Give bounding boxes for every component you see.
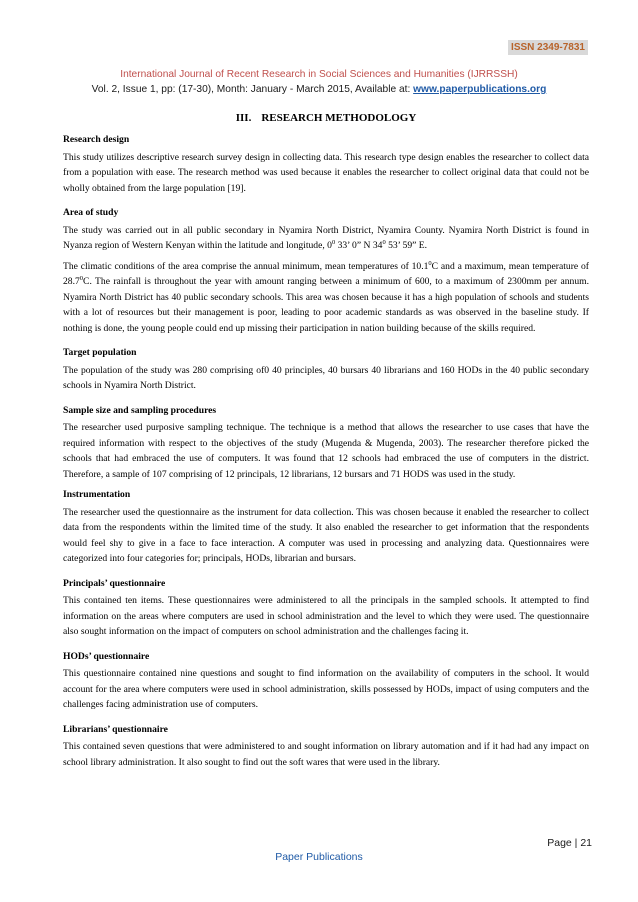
paragraph-sample-size: The researcher used purposive sampling technique. The technique is a method that allows the researcher to use cases that have the required information with respect to the objectives of the study (Mugenda & Mugenda, 2003). The researcher therefore picked the schools that had embraced the use of computers. It was found that 12 schools had embraced the use of computers in the district. Therefore, a sample of 107 comprising of 12 principals, 12 librarians, 12 bursars and 71 HODS was used in the study.	[63, 422, 589, 480]
paragraph-research-design: This study utilizes descriptive research survey design in collecting data. This research type design enables the researcher to collect data from a population with ease. The research method was used because it enables the researcher to collect original data that could not be wholly obtained from the large population [19].	[63, 151, 589, 194]
publisher-footer: Paper Publications	[275, 851, 363, 863]
section-number: III.	[235, 112, 252, 124]
degree-superscript: 0	[428, 259, 432, 267]
text-span: C and a maximum, mean temperature of 28.7	[63, 260, 589, 287]
paragraph-target-population: The population of the study was 280 comprising of0 40 principles, 40 bursars 40 librarians and 160 HODs in the 40 public secondary schools in Nyamira North District.	[63, 364, 589, 391]
issn-label: ISSN 2349-7831	[508, 40, 588, 55]
text-span: 33’ 0” N 34	[335, 240, 383, 251]
paragraph-principals-questionnaire: This contained ten items. These questionnaires were administered to all the principals in the sampled schools. It attempted to find information on the areas where computers are used in school administration and the level to which they were used. The questionnaire also sought information on the impact of computers on school administration and the challenges facing it.	[63, 595, 589, 637]
paragraph-hods-questionnaire: This questionnaire contained nine questions and sought to find information on the availability of computers in the school. It would account for the area where computers were used in school administration, skills possessed by HODs, impact of using computers and the challenges facing administration use of computers.	[63, 668, 589, 710]
heading-sample-size: Sample size and sampling procedures	[63, 404, 217, 416]
heading-principals-questionnaire: Principals’ questionnaire	[63, 577, 166, 589]
heading-librarians-questionnaire: Librarians’ questionnaire	[63, 723, 168, 735]
paragraph-area-location	[63, 223, 589, 254]
heading-instrumentation: Instrumentation	[63, 489, 131, 500]
section-title: RESEARCH METHODOLOGY	[261, 112, 417, 124]
degree-superscript: 0	[382, 238, 386, 246]
degree-superscript: 0	[331, 238, 336, 246]
journal-url-link[interactable]: www.paperpublications.org	[413, 84, 547, 95]
degree-superscript: 0	[79, 274, 84, 282]
journal-title: International Journal of Recent Research in Social Sciences and Humanities (IJRRSSH)	[120, 69, 518, 80]
heading-hods-questionnaire: HODs’ questionnaire	[63, 650, 150, 662]
heading-research-design: Research design	[63, 134, 130, 145]
volume-text: Vol. 2, Issue 1, pp: (17-30), Month: January - March 2015, Available at:	[91, 84, 414, 95]
text-span: The climatic conditions of the area comprise the annual minimum, mean temperatures of 10.1	[63, 260, 429, 272]
section-heading	[63, 111, 589, 126]
text-span: The study was carried out in all public secondary in Nyamira North District, Nyamira County. Nyamira North District is found in Nyanza region of Western Kenyan within the latitude and longitude, 0	[63, 224, 589, 251]
page-number: Page | 21	[547, 837, 592, 849]
paragraph-instrumentation: The researcher used the questionnaire as the instrument for data collection. This was chosen because it enabled the researcher to collect data from the respondents within the limited time of the study. It also enabled the researcher to get information that the respondents would feel shy to give in a face to face interaction. A computer was used in processing and analyzing data. Questionnaires were categorized into four categories for; principals, HODs, librarian and bursars.	[63, 506, 589, 564]
text-span: 53’ 59” E.	[385, 240, 428, 251]
text-span: C. The rainfall is throughout the year with amount ranging between a minimum of 600, to a maximum of 2300mm per annum. Nyamira North District has 40 public secondary schools. This area was chosen because it has a high population of schools and students with a lot of resources but their management is poor, leading to poor academic standards as was observed in the baseline study. If nothing is done, the young people could end up missing their participation in nation building because of the skills required.	[63, 276, 589, 334]
paragraph-librarians-questionnaire: This contained seven questions that were administered to and sought information on library automation and if it had had any impact on school library administration. It also sought to find out the soft wares that were used in the library.	[63, 741, 589, 768]
paragraph-area-climate	[63, 259, 589, 337]
volume-info	[30, 82, 608, 97]
article-body	[63, 111, 589, 775]
heading-target-population: Target population	[63, 347, 137, 358]
heading-area-of-study: Area of study	[63, 207, 119, 218]
